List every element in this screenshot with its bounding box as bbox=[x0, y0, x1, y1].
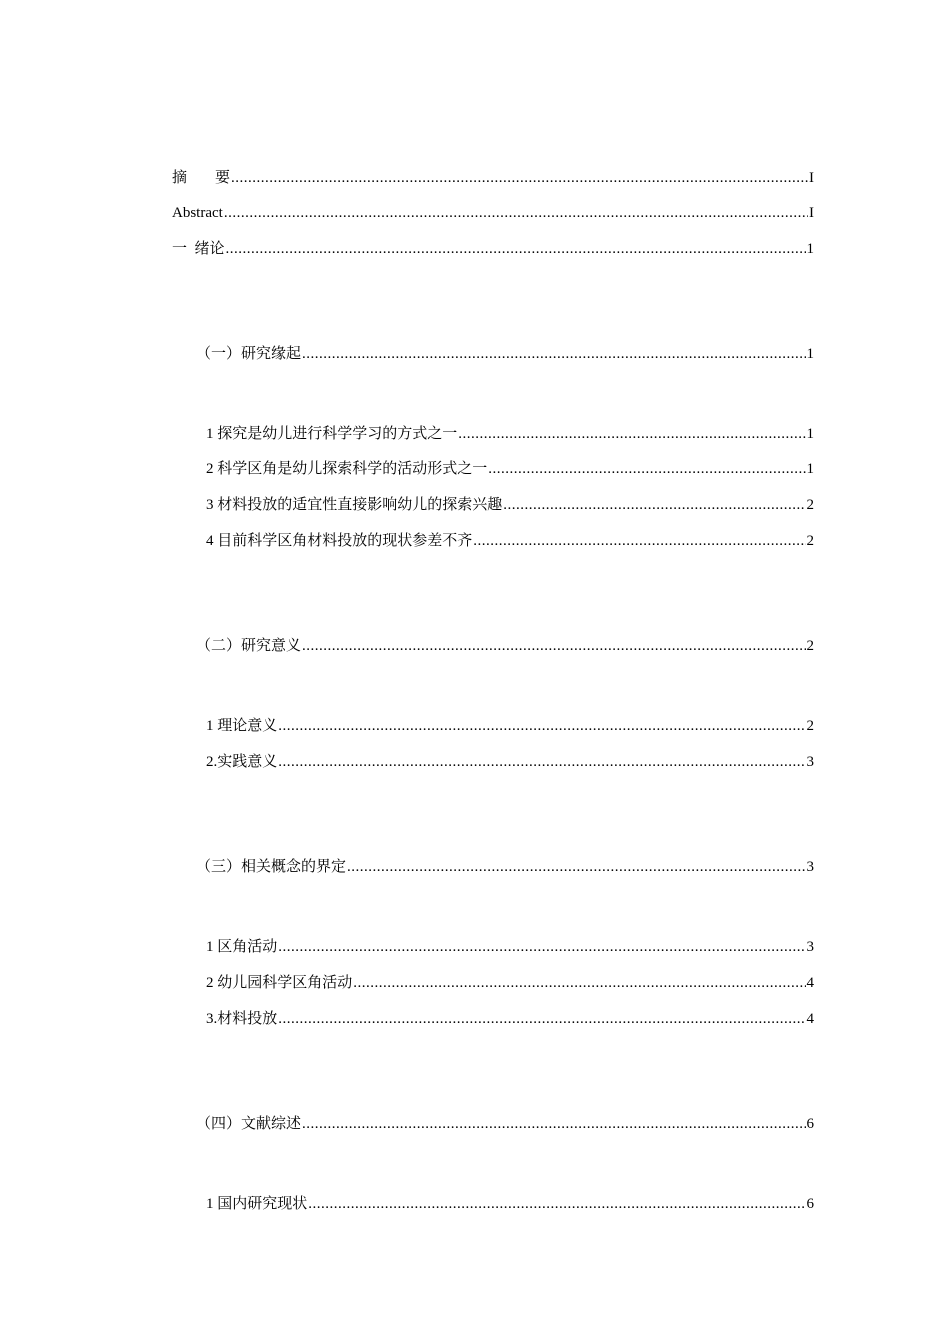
toc-entry-page: 1 bbox=[806, 241, 814, 257]
toc-entry-label: 摘要 bbox=[172, 170, 231, 186]
toc-entry-label: （四）文献综述 bbox=[196, 1116, 302, 1132]
toc-entry-page: 3 bbox=[806, 939, 814, 955]
toc-entry-subsection[interactable] bbox=[206, 457, 814, 481]
toc-entry-label: 2.实践意义 bbox=[206, 754, 278, 770]
toc-leader-dots bbox=[226, 237, 806, 261]
toc-entry-label: 3 材料投放的适宜性直接影响幼儿的探索兴趣 bbox=[206, 497, 503, 513]
toc-leader-dots bbox=[302, 634, 805, 658]
toc-entry-label: 1 国内研究现状 bbox=[206, 1196, 308, 1212]
toc-leader-dots bbox=[302, 342, 805, 366]
toc-entry-abstract-en[interactable] bbox=[172, 201, 814, 225]
toc-entry-label: 4 目前科学区角材料投放的现状参差不齐 bbox=[206, 533, 473, 549]
toc-entry-label: （三）相关概念的界定 bbox=[196, 859, 347, 875]
toc-entry-abstract-cn[interactable] bbox=[172, 166, 814, 190]
toc-entry-label: 1 区角活动 bbox=[206, 939, 278, 955]
toc-entry-page: I bbox=[809, 170, 814, 186]
toc-entry-page: 4 bbox=[806, 1011, 814, 1027]
toc-entry-section[interactable] bbox=[196, 342, 814, 366]
toc-leader-dots bbox=[278, 1007, 805, 1031]
toc-leader-dots bbox=[224, 201, 808, 225]
toc-leader-dots bbox=[353, 971, 805, 995]
toc-entry-subsection[interactable] bbox=[206, 714, 814, 738]
toc-leader-dots bbox=[347, 855, 805, 879]
toc-entry-page: 2 bbox=[806, 638, 814, 654]
toc-entry-subsection[interactable] bbox=[206, 1007, 814, 1031]
toc-leader-dots bbox=[278, 935, 805, 959]
toc-entry-subsection[interactable] bbox=[206, 935, 814, 959]
toc-entry-page: 3 bbox=[806, 754, 814, 770]
toc-leader-dots bbox=[473, 529, 805, 553]
toc-entry-label: 一 绪论 bbox=[172, 241, 225, 257]
toc-entry-subsection[interactable] bbox=[206, 971, 814, 995]
toc-entry-label: 1 探究是幼儿进行科学学习的方式之一 bbox=[206, 426, 458, 442]
toc-entry-page: 1 bbox=[806, 346, 814, 362]
toc-entry-section[interactable] bbox=[196, 634, 814, 658]
toc-entry-label: （二）研究意义 bbox=[196, 638, 302, 654]
toc-entry-chapter-1[interactable] bbox=[172, 237, 814, 261]
toc-leader-dots bbox=[278, 714, 805, 738]
toc-entry-page: 2 bbox=[806, 533, 814, 549]
toc-entry-label: （一）研究缘起 bbox=[196, 346, 302, 362]
toc-leader-dots bbox=[488, 457, 805, 481]
toc-entry-label: 3.材料投放 bbox=[206, 1011, 278, 1027]
toc-leader-dots bbox=[278, 750, 805, 774]
toc-entry-page: 6 bbox=[806, 1196, 814, 1212]
toc-entry-page: 4 bbox=[806, 975, 814, 991]
toc-entry-page: 2 bbox=[806, 718, 814, 734]
toc-entry-subsection[interactable] bbox=[206, 529, 814, 553]
toc-entry-subsection[interactable] bbox=[206, 493, 814, 517]
toc-leader-dots bbox=[458, 422, 805, 446]
toc-leader-dots bbox=[308, 1192, 805, 1216]
toc-entry-label: 1 理论意义 bbox=[206, 718, 278, 734]
toc-entry-label: 2 科学区角是幼儿探索科学的活动形式之一 bbox=[206, 461, 488, 477]
toc-entry-label: Abstract bbox=[172, 205, 223, 221]
toc-leader-dots bbox=[302, 1112, 805, 1136]
toc-entry-label: 2 幼儿园科学区角活动 bbox=[206, 975, 353, 991]
toc-entry-section[interactable] bbox=[196, 1112, 814, 1136]
toc-entry-subsection[interactable] bbox=[206, 750, 814, 774]
toc-entry-subsection[interactable] bbox=[206, 422, 814, 446]
toc-entry-page: I bbox=[809, 205, 814, 221]
toc-entry-page: 6 bbox=[806, 1116, 814, 1132]
toc-entry-subsection[interactable] bbox=[206, 1192, 814, 1216]
toc-leader-dots bbox=[231, 166, 808, 190]
toc-entry-page: 2 bbox=[806, 497, 814, 513]
toc-entry-page: 1 bbox=[806, 461, 814, 477]
toc-entry-page: 3 bbox=[806, 859, 814, 875]
toc-entry-page: 1 bbox=[806, 426, 814, 442]
toc-leader-dots bbox=[503, 493, 805, 517]
toc-entry-section[interactable] bbox=[196, 855, 814, 879]
